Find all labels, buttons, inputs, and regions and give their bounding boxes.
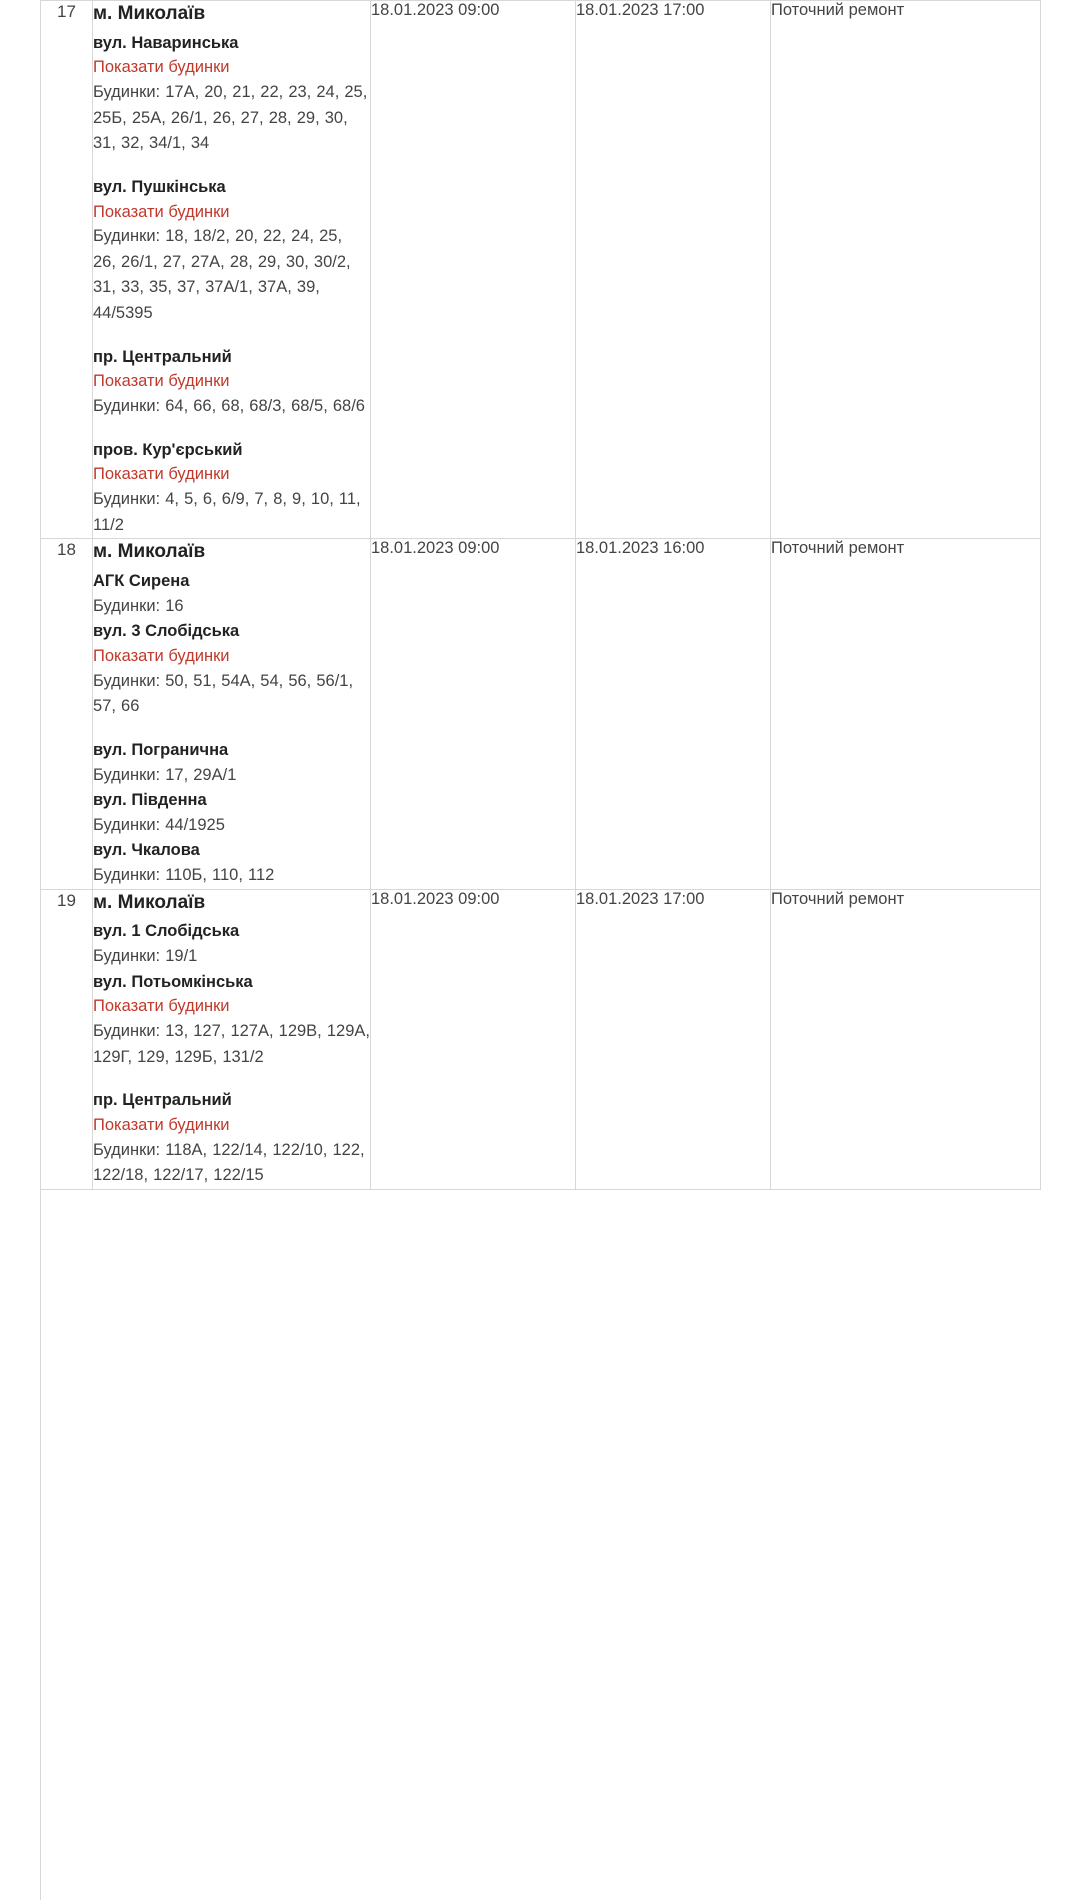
street-name: пр. Центральний	[93, 347, 232, 366]
street-name: вул. Наваринська	[93, 33, 239, 52]
start-datetime-cell	[371, 539, 576, 890]
city-name: м. Миколаїв	[93, 891, 206, 913]
outage-schedule-table	[40, 0, 1041, 1190]
row-number: 17	[57, 2, 76, 21]
reason-cell	[771, 539, 1041, 890]
street-name: вул. Потьомкінська	[93, 972, 253, 991]
start-datetime: 18.01.2023 09:00	[371, 539, 500, 558]
street-name: вул. Погранична	[93, 740, 229, 759]
end-datetime-cell	[576, 1, 771, 539]
table-row	[41, 889, 1041, 1189]
start-datetime-cell	[371, 1, 576, 539]
start-datetime: 18.01.2023 09:00	[371, 1, 500, 19]
street-block	[93, 619, 370, 720]
address-cell	[93, 889, 371, 1189]
street-name: вул. Чкалова	[93, 841, 200, 860]
houses-list: Будинки: 18, 18/2, 20, 22, 24, 25, 26, 26/1, 27, 27А, 28, 29, 30, 30/2, 31, 33, 35, 37, 37А/1, 37А, 39, 44/5395	[93, 227, 351, 323]
street-name: пров. Кур'єрський	[93, 440, 243, 459]
houses-list: Будинки: 44/1925	[93, 815, 225, 834]
show-houses-link[interactable]: Показати будинки	[93, 202, 230, 221]
houses-list: Будинки: 50, 51, 54А, 54, 56, 56/1, 57, 66	[93, 671, 354, 716]
street-name: пр. Центральний	[93, 1091, 232, 1110]
street-block	[93, 838, 370, 888]
reason-cell	[771, 889, 1041, 1189]
street-name: вул. Пушкінська	[93, 177, 226, 196]
street-block	[93, 919, 370, 969]
row-number: 18	[57, 540, 76, 560]
street-block	[93, 345, 370, 420]
street-block	[93, 1088, 370, 1189]
show-houses-link[interactable]: Показати будинки	[93, 1116, 230, 1135]
row-number: 19	[57, 890, 76, 910]
end-datetime: 18.01.2023 16:00	[576, 539, 705, 558]
houses-list: Будинки: 16	[93, 596, 184, 615]
street-block	[93, 175, 370, 327]
show-houses-link[interactable]: Показати будинки	[93, 58, 230, 77]
street-block	[93, 31, 370, 157]
street-name: АГК Сирена	[93, 571, 190, 590]
houses-list: Будинки: 17А, 20, 21, 22, 23, 24, 25, 25Б, 25А, 26/1, 26, 27, 28, 29, 30, 31, 32, 34/1, 34	[93, 83, 368, 153]
end-datetime-cell	[576, 889, 771, 1189]
street-block	[93, 569, 370, 619]
street-block	[93, 970, 370, 1071]
houses-list: Будинки: 118А, 122/14, 122/10, 122, 122/18, 122/17, 122/15	[93, 1140, 365, 1185]
row-number-cell	[41, 889, 93, 1189]
city-name: м. Миколаїв	[93, 3, 206, 24]
houses-list: Будинки: 13, 127, 127А, 129В, 129А, 129Г, 129, 129Б, 131/2	[93, 1022, 370, 1066]
table-row	[41, 539, 1041, 890]
page-left-rule	[40, 0, 41, 1900]
end-datetime-cell	[576, 539, 771, 890]
start-datetime: 18.01.2023 09:00	[371, 889, 500, 908]
reason-text: Поточний ремонт	[771, 1, 905, 19]
street-name: вул. Південна	[93, 791, 207, 810]
show-houses-link[interactable]: Показати будинки	[93, 465, 230, 484]
reason-cell	[771, 1, 1041, 539]
show-houses-link[interactable]: Показати будинки	[93, 997, 230, 1016]
street-block	[93, 438, 370, 539]
houses-list: Будинки: 19/1	[93, 947, 198, 966]
table-row	[41, 1, 1041, 539]
houses-list: Будинки: 4, 5, 6, 6/9, 7, 8, 9, 10, 11, 11/2	[93, 490, 361, 534]
reason-text: Поточний ремонт	[771, 539, 905, 558]
show-houses-link[interactable]: Показати будинки	[93, 646, 230, 665]
row-number-cell	[41, 539, 93, 890]
city-name: м. Миколаїв	[93, 541, 206, 563]
houses-list: Будинки: 17, 29А/1	[93, 765, 237, 784]
table-body	[41, 1, 1041, 1190]
street-block	[93, 788, 370, 838]
street-block	[93, 738, 370, 788]
reason-text: Поточний ремонт	[771, 889, 905, 908]
start-datetime-cell	[371, 889, 576, 1189]
end-datetime: 18.01.2023 17:00	[576, 1, 705, 19]
address-cell	[93, 539, 371, 890]
street-name: вул. 1 Слобідська	[93, 922, 240, 941]
show-houses-link[interactable]: Показати будинки	[93, 372, 230, 391]
houses-list: Будинки: 110Б, 110, 112	[93, 866, 275, 885]
address-cell	[93, 1, 371, 539]
row-number-cell	[41, 1, 93, 539]
houses-list: Будинки: 64, 66, 68, 68/3, 68/5, 68/6	[93, 397, 365, 416]
street-name: вул. 3 Слобідська	[93, 622, 240, 641]
end-datetime: 18.01.2023 17:00	[576, 889, 705, 908]
